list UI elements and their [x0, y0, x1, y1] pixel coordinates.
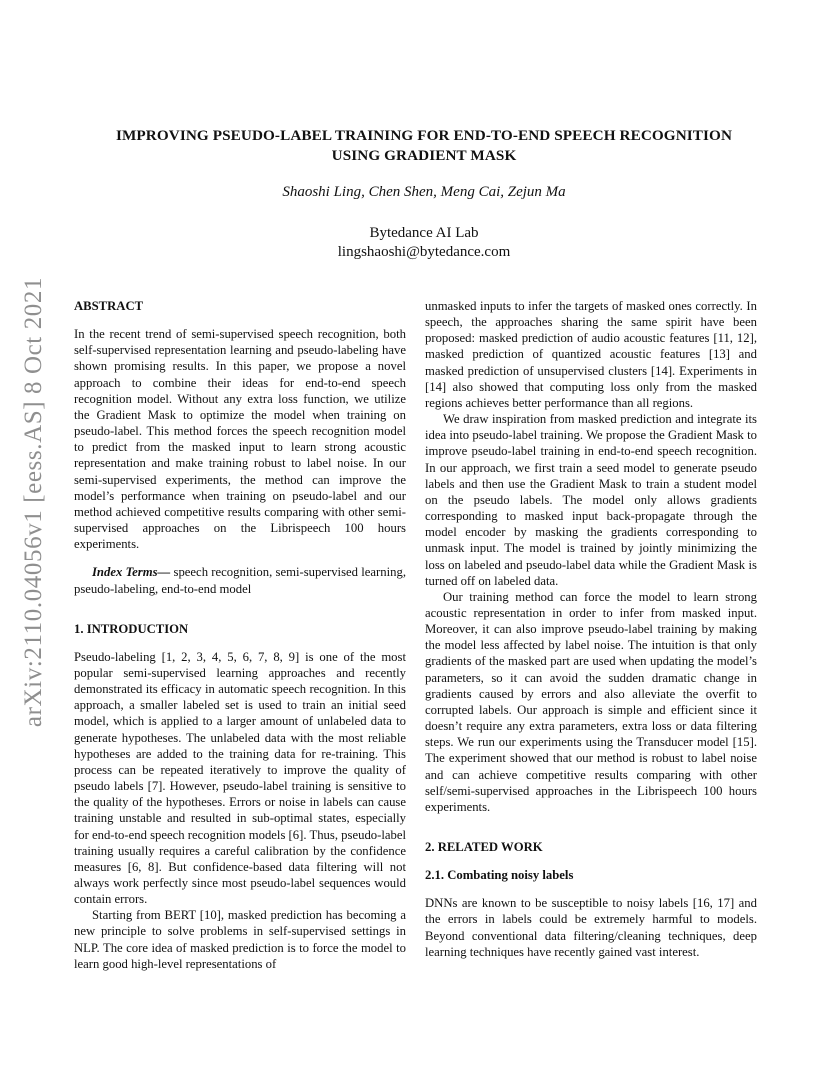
paper-title	[60, 126, 788, 166]
paper-title-line-1: IMPROVING PSEUDO-LABEL TRAINING FOR END-TO-END SPEECH RECOGNITION	[115, 127, 733, 144]
arxiv-watermark	[14, 262, 54, 742]
related-work-heading: 2. RELATED WORK	[425, 840, 543, 854]
intro-paragraph-4: Our training method can force the model to learn strong acoustic representation in order to infer from masked input. Moreover, it can also improve pseudo-label training by making the model less affected by label noise. The intuition is that only gradients of the masked part are used when updating the model’s parameters, so it can avoid the sudden dramatic change in gradients caused by errors and also alleviate the overfit to corrupted labels. Our approach is simple and efficient since it doesn’t require any extra parameters, extra loss or data filtering steps. We run our experiments using the Transducer model [15]. The experiment showed that our method is robust to label noise and can achieve competitive results comparing with other self/semi-supervised approaches in the Librispeech 100 hours experiments.	[425, 589, 757, 814]
subsection-heading-noisy-labels: 2.1. Combating noisy labels	[425, 868, 574, 883]
intro-paragraph-2: Starting from BERT [10], masked prediction has becoming a new principle to solve problems in self-supervised settings in NLP. The core idea of masked prediction is to force the model to learn good high-level representations of	[74, 908, 406, 971]
index-terms-label: Index Terms—	[92, 565, 171, 580]
right-column	[425, 298, 757, 960]
paper-title-line-2: USING GRADIENT MASK	[331, 147, 517, 164]
abstract-text: In the recent trend of semi-supervised speech recognition, both self-supervised representation learning and pseudo-labeling have shown promising results. In this paper, we propose a novel approach to combine their ideas for end-to-end speech recognition model. Without any extra loss function, we utilize the Gradient Mask to optimize the model when training on pseudo-label. This method forces the speech recognition model to predict from the masked input to learn strong acoustic representation and make training robust to label noise. In our semi-supervised experiments, the method can improve the model’s performance when training on pseudo-label and our method achieved competitive results comparing with other semi-supervised approaches on the Librispeech 100 hours experiments.	[74, 327, 406, 552]
left-column	[74, 298, 406, 972]
author-list: Shaoshi Ling, Chen Shen, Meng Cai, Zejun Ma	[282, 184, 566, 200]
intro-paragraph-2-continued: unmasked inputs to infer the targets of masked ones correctly. In speech, the approaches sharing the same spirit have been proposed: masked prediction of audio acoustic features [11, 12], masked prediction of quantized acoustic features [13] and masked prediction of unsupervised clusters [14]. Experiments in [14] also showed that computing loss only from the masked regions achieves better performance than all regions.	[425, 299, 757, 410]
index-terms-text: speech recognition, semi-supervised learning, pseudo-labeling, end-to-end model	[74, 565, 406, 596]
affiliation: Bytedance AI Lab	[369, 225, 479, 241]
abstract-heading: ABSTRACT	[74, 299, 144, 313]
intro-paragraph-3: We draw inspiration from masked prediction and integrate its idea into pseudo-label training. We propose the Gradient Mask to improve pseudo-label training in end-to-end speech recognition. In our approach, we first train a seed model to generate pseudo labels and then use the Gradient Mask to train a student model on the pseudo labels. The model only allows gradients corresponding to masked input back-propagate through the model encoder by masking the gradients corresponding to unmask input. The model is trained by jointly minimizing the loss on labeled and pseudo-label data while the Gradient Mask is turned off on labeled data.	[425, 412, 757, 588]
intro-paragraph-1: Pseudo-labeling [1, 2, 3, 4, 5, 6, 7, 8, 9] is one of the most popular semi-supervised learning approaches and recently demonstrated its efficacy in automatic speech recognition. In this approach, a smaller labeled set is used to train an initial seed model, which is applied to a larger amount of unlabeled data to generate hypotheses. The unlabeled data with the most reliable hypotheses are added to the training data for re-training. This process can be repeated iteratively to improve the quality of pseudo labels [7]. However, pseudo-label training is sensitive to the quality of the hypotheses. Errors or noise in labels can cause training unstable and resulted in sub-optimal states, especially for end-to-end speech recognition models [6]. Thus, pseudo-label training usually requires a careful calibration by the confidence measures [6, 8]. But confidence-based data filtering will not always work perfectly since most pseudo-label sequences would contain errors.	[74, 649, 407, 907]
arxiv-watermark-text: arXiv:2110.04056v1 [eess.AS] 8 Oct 2021	[20, 276, 47, 728]
affiliation-block	[60, 224, 788, 262]
index-terms	[74, 564, 406, 596]
introduction-heading: 1. INTRODUCTION	[74, 621, 189, 636]
related-work-paragraph-1: DNNs are known to be susceptible to noisy labels [16, 17] and the errors in labels could be extremely harmful to models. Beyond conventional data filtering/cleaning techniques, deep learning techniques have recently gained vast interest.	[425, 896, 757, 959]
author-email: lingshaoshi@bytedance.com	[337, 244, 511, 260]
